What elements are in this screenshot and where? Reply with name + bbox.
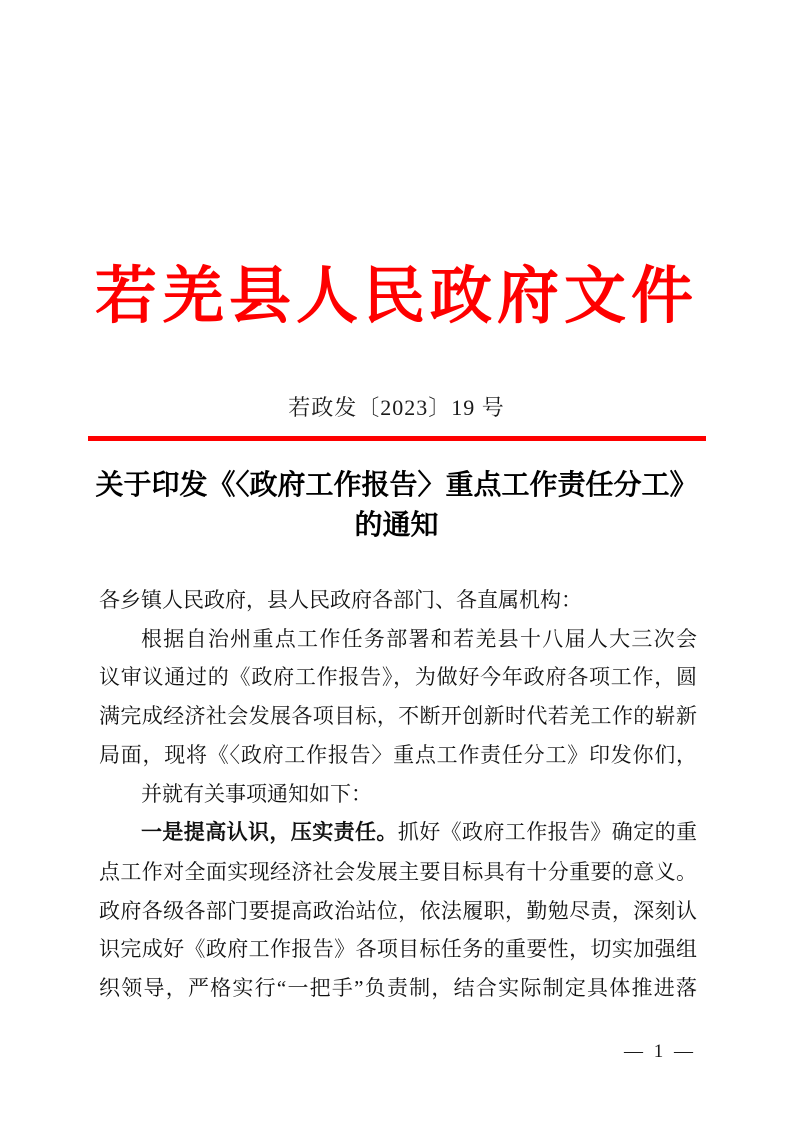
- government-masthead: 若羌县人民政府文件: [94, 263, 698, 331]
- body-line: 满完成经济社会发展各项目标，不断开创新时代若羌工作的崭新: [99, 704, 697, 729]
- body-line: 识完成好《政府工作报告》各项目标任务的重要性，切实加强组: [99, 937, 697, 962]
- body-line: 局面，现将《〈政府工作报告〉重点工作责任分工》印发你们，: [99, 742, 697, 767]
- body-line: 根据自治州重点工作任务部署和若羌县十八届人大三次会: [141, 626, 697, 651]
- notice-title-line-1: 关于印发《〈政府工作报告〉重点工作责任分工》: [95, 470, 698, 501]
- body-line: 政府各级各部门要提高政治站位，依法履职，勤勉尽责，深刻认: [99, 898, 697, 923]
- document-reference-number: 若政发〔2023〕19 号: [288, 395, 505, 420]
- body-line: 织领导，严格实行“一把手”负责制，结合实际制定具体推进落: [99, 976, 697, 1001]
- body-line: 并就有关事项通知如下：: [141, 781, 372, 806]
- page-number: — 1 —: [624, 1041, 696, 1062]
- notice-body: [99, 581, 697, 1008]
- body-line: 点工作对全面实现经济社会发展主要目标具有十分重要的意义。: [99, 859, 697, 884]
- red-separator-rule: [88, 436, 706, 441]
- body-line: 议审议通过的《政府工作报告》，为做好今年政府各项工作，圆: [99, 665, 697, 690]
- body-line-with-lead: [99, 813, 697, 853]
- notice-title-line-2: 的通知: [354, 510, 439, 541]
- salutation-line: 各乡镇人民政府，县人民政府各部门、各直属机构：: [99, 588, 582, 612]
- bold-lead-phrase: 一是提高认识，压实责任。: [141, 821, 398, 845]
- body-line-text: 抓好《政府工作报告》确定的重: [397, 820, 698, 845]
- notice-title: [0, 466, 793, 546]
